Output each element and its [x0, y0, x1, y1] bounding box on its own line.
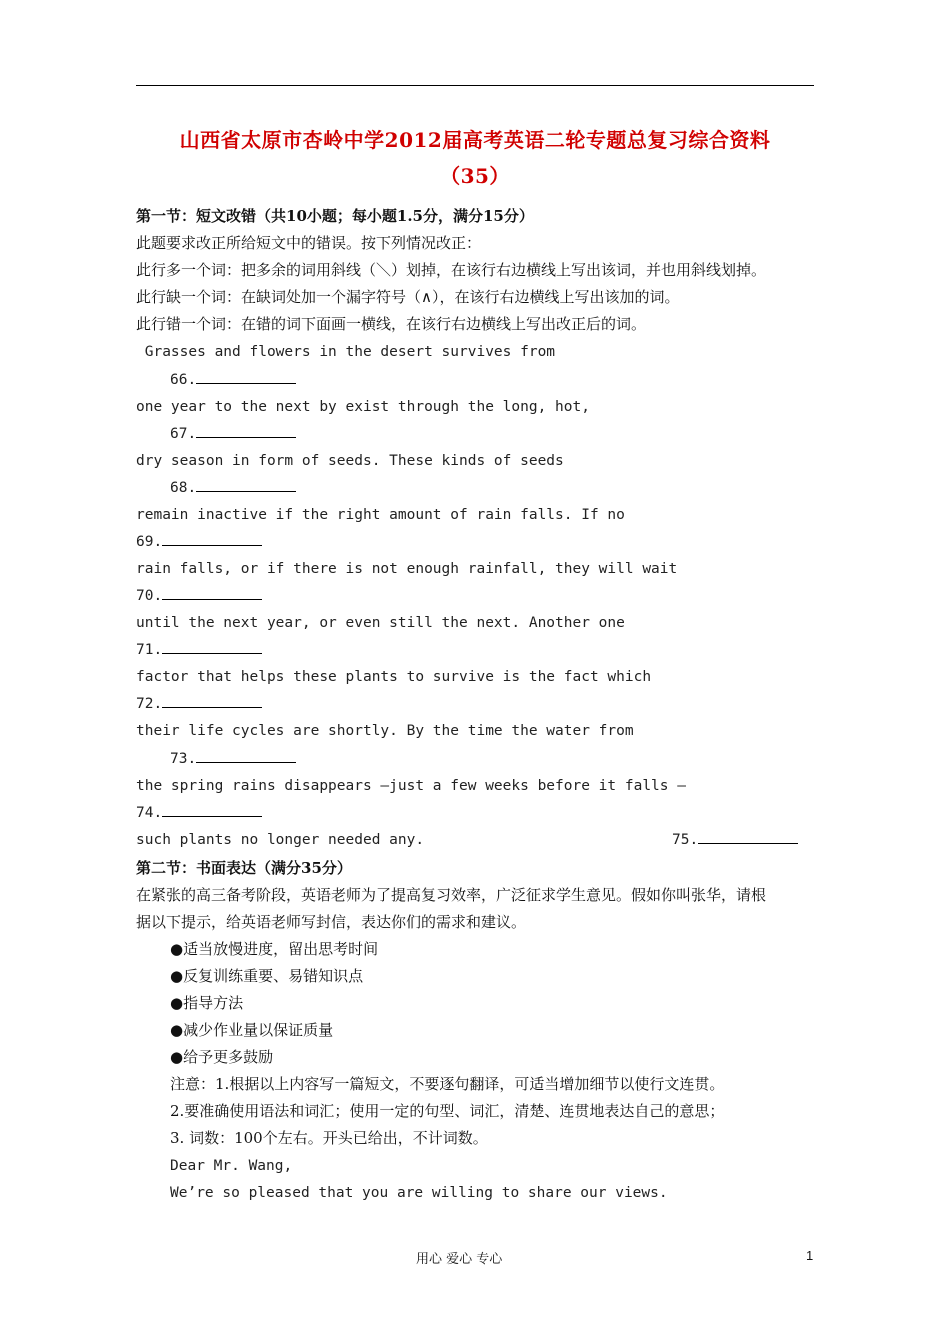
answer-blank: 66.	[170, 370, 296, 390]
passage-line: dry season in form of seeds. These kinds of seeds	[136, 453, 564, 469]
footer-text: 用心 爱心 专心	[416, 1252, 503, 1267]
passage-line: one year to the next by exist through the long, hot,	[136, 399, 590, 415]
answer-blank: 70.	[136, 586, 262, 606]
passage-line: factor that helps these plants to survive is the fact which	[136, 669, 652, 685]
answer-blank: 74.	[136, 803, 262, 823]
bullet-item: ●适当放慢进度，留出思考时间	[170, 940, 379, 958]
instruction-line: 此题要求改正所给短文中的错误。按下列情况改正：	[136, 234, 482, 252]
passage-line: their life cycles are shortly. By the time the water from	[136, 723, 634, 739]
passage-line: the spring rains disappears —just a few weeks before it falls —	[136, 778, 686, 794]
instruction-line: 此行错一个词：在错的词下面画一横线，在该行右边横线上写出改正后的词。	[136, 315, 647, 333]
prompt-line: 据以下提示，给英语老师写封信，表达你们的需求和建议。	[136, 913, 527, 931]
page-number: 1	[806, 1248, 814, 1263]
answer-blank: 68.	[170, 478, 296, 498]
letter-greeting: Dear Mr. Wang,	[170, 1158, 293, 1174]
prompt-line: 在紧张的高三备考阶段，英语老师为了提高复习效率，广泛征求学生意见。假如你叫张华，请根	[136, 886, 767, 904]
section2-heading: 第二节：书面表达（满分35分）	[136, 859, 352, 877]
instruction-line: 此行缺一个词：在缺词处加一个漏字符号（∧），在该行右边横线上写出该加的词。	[136, 288, 680, 306]
document-title: 山西省太原市杏岭中学2012届高考英语二轮专题总复习综合资料	[179, 128, 771, 152]
bullet-item: ●反复训练重要、易错知识点	[170, 967, 364, 985]
header-rule	[136, 85, 814, 86]
answer-blank: 71.	[136, 640, 262, 660]
answer-blank: 69.	[136, 532, 262, 552]
bullet-item: ●指导方法	[170, 994, 244, 1012]
passage-line: such plants no longer needed any.	[136, 832, 425, 848]
note-line: 注意：1.根据以上内容写一篇短文，不要逐句翻译，可适当增加细节以使行文连贯。	[170, 1075, 725, 1093]
section1-heading: 第一节：短文改错（共10小题；每小题1.5分，满分15分）	[136, 207, 534, 225]
note-line: 2.要准确使用语法和词汇；使用一定的句型、词汇，清楚、连贯地表达自己的意思；	[170, 1102, 725, 1120]
passage-line: Grasses and flowers in the desert survives from	[136, 344, 556, 360]
answer-blank: 72.	[136, 694, 262, 714]
answer-blank: 75.	[672, 830, 798, 850]
answer-blank: 73.	[170, 749, 296, 769]
note-line: 3. 词数：100个左右。开头已给出，不计词数。	[170, 1129, 488, 1147]
passage-line: rain falls, or if there is not enough rainfall, they will wait	[136, 561, 678, 577]
passage-line: until the next year, or even still the next. Another one	[136, 615, 625, 631]
instruction-line: 此行多一个词：把多余的词用斜线（＼）划掉，在该行右边横线上写出该词，并也用斜线划掉。	[136, 261, 767, 279]
bullet-item: ●减少作业量以保证质量	[170, 1021, 334, 1039]
letter-opening: We’re so pleased that you are willing to share our views.	[170, 1185, 668, 1201]
bullet-item: ●给予更多鼓励	[170, 1048, 274, 1066]
answer-blank: 67.	[170, 424, 296, 444]
document-title-number: （35）	[440, 164, 510, 188]
passage-line: remain inactive if the right amount of rain falls. If no	[136, 507, 625, 523]
